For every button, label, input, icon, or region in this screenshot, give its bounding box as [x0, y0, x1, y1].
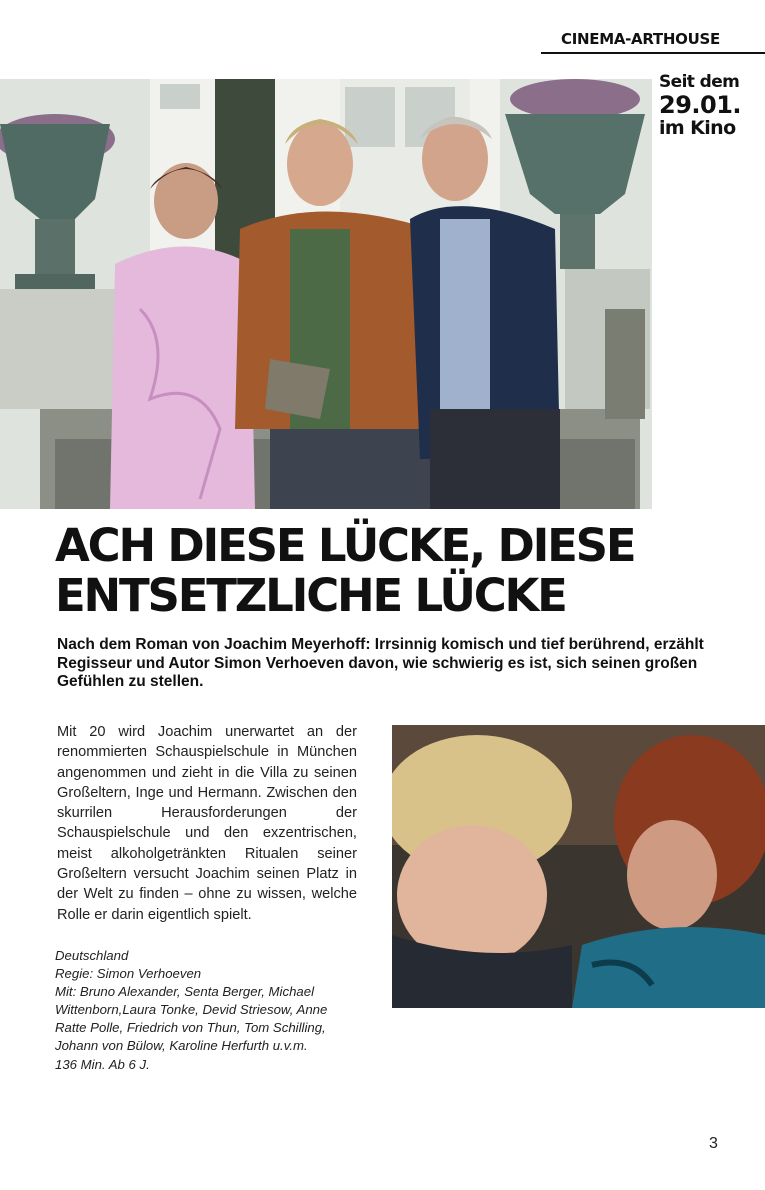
hero-photo	[0, 79, 652, 509]
article-title: ACH DIESE LÜCKE, DIESE ENTSETZLICHE LÜCKE	[55, 519, 635, 622]
release-date: 29.01.	[659, 90, 742, 119]
credits-director: Regie: Simon Verhoeven	[55, 966, 202, 982]
article-body: Mit 20 wird Joachim unerwartet an der renommierten Schauspielschule in München angenommen und zieht in die Villa zu seinen Großeltern, Inge und Hermann. Zwischen den skurrilen Herausforderungen der Schauspielschule und den exzentrischen, meist alkoholgetränkten Ritualen seiner Großeltern versucht Joachim seinen Platz in der Welt zu finden – ohne zu wissen, welche Rolle er darin eigentlich spielt.	[57, 724, 357, 923]
film-still-photo	[392, 725, 765, 1008]
credits-runtime: 136 Min. Ab 6 J.	[55, 1056, 150, 1072]
article-lead: Nach dem Roman von Joachim Meyerhoff: Irrsinnig komisch und tief berührend, erzählt Regisseur und Autor Simon Verhoeven davon, wie schwierig es ist, sich seinen großen Gefühlen zu stellen.	[57, 636, 704, 690]
release-info	[659, 74, 759, 139]
page-number: 3	[709, 1135, 718, 1152]
credits-cast: Mit: Bruno Alexander, Senta Berger, Michael Wittenborn,Laura Tonke, Devid Striesow, Anne Ratte Polle, Friedrich von Thun, Tom Schilling, Johann von Bülow, Karoline Herfurth u.v.m.	[55, 984, 328, 1054]
section-label: CINEMA-ARTHOUSE	[561, 30, 720, 48]
release-prefix: Seit dem	[659, 72, 740, 92]
film-credits	[55, 947, 360, 1074]
credits-country: Deutschland	[55, 948, 129, 963]
release-suffix: im Kino	[659, 117, 736, 140]
section-divider	[541, 52, 765, 54]
